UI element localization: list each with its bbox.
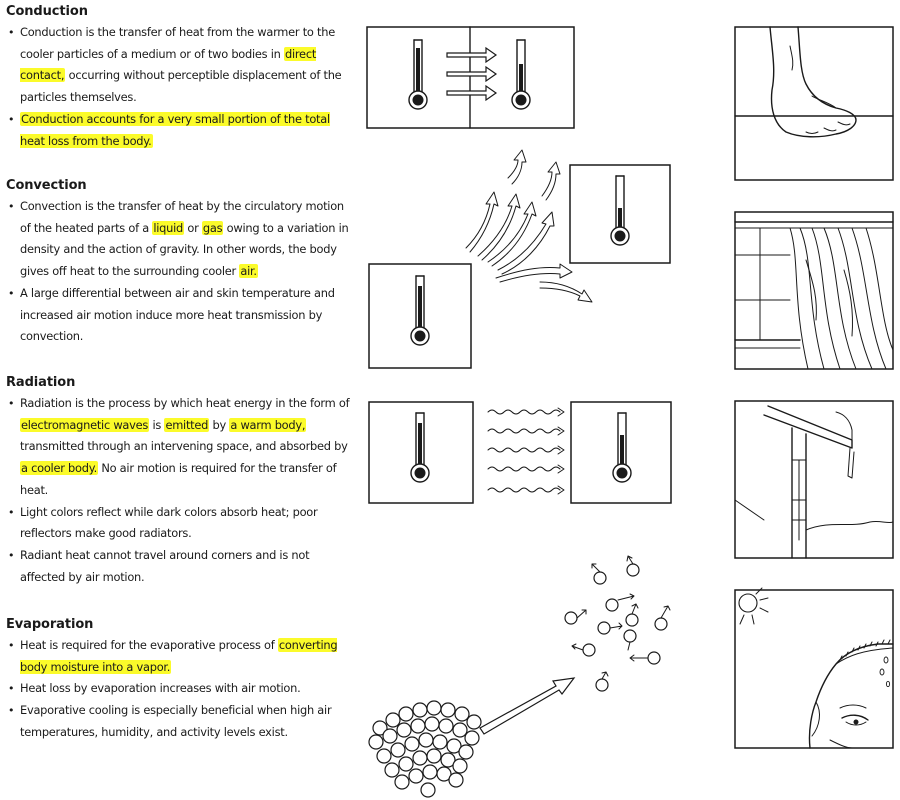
text-span: Heat loss by evaporation increases with air motion.: [20, 681, 301, 696]
highlight-span: electromagnetic waves: [21, 417, 149, 432]
text-span: No air motion is required for the transfer of heat.: [20, 461, 337, 497]
highlight-span: a cooler body.: [21, 461, 97, 476]
text-span: Conduction is the transfer of heat from the warmer to the cooler particles of a medium or of two bodies in: [20, 25, 335, 61]
roof-icicle-wall-icon: [735, 401, 893, 558]
bare-foot-on-floor-icon: [735, 27, 893, 180]
bullet-dot: •: [8, 548, 15, 562]
text-span: transmitted through an intervening space, and absorbed by: [20, 439, 348, 454]
text-span: owing to a variation in density and the action of gravity. In other words, the body gives off heat to the surrounding cooler: [20, 220, 349, 279]
text-span: or: [184, 220, 202, 235]
highlight-span: liquid: [153, 220, 183, 235]
highlight-span: a warm body,: [230, 417, 306, 432]
text-span: Heat is required for the evaporative process of: [20, 638, 278, 652]
convection-heading: Convection: [6, 178, 87, 193]
text-span: Radiation is the process by which heat energy in the form of: [20, 396, 350, 410]
text-span: Light colors reflect while dark colors absorb heat; poor reflectors make good radiators.: [20, 504, 318, 541]
evaporation-molecules-icon: [369, 556, 670, 797]
highlight-span: emitted: [165, 417, 209, 432]
curtain-window-icon: [735, 212, 893, 369]
radiation-heading: Radiation: [6, 375, 76, 390]
text-span: Convection is the transfer of heat by the circulatory motion of the heated parts of a: [20, 199, 344, 235]
convection-thermometers-icon: [369, 150, 670, 368]
text-span: by: [209, 417, 230, 432]
sun-face-sweat-icon: [735, 588, 893, 748]
conduction-thermometers-icon: [367, 27, 574, 128]
text-span: occurring without perceptible displacement of the particles themselves.: [20, 68, 342, 105]
bullet-dot: •: [8, 26, 15, 39]
highlight-span: gas: [202, 220, 223, 235]
conduction-heading: Conduction: [6, 4, 88, 19]
text-span: Radiant heat cannot travel around corners and is not affected by air motion.: [20, 547, 310, 584]
highlight-span: Conduction accounts for a very small portion of the total heat loss from the body.: [20, 111, 330, 148]
bullet-dot: •: [8, 200, 15, 213]
highlight-span: direct contact,: [20, 46, 317, 83]
bullet-dot: •: [8, 112, 15, 126]
evaporation-heading: Evaporation: [6, 617, 94, 632]
bullet-dot: •: [8, 704, 15, 718]
radiation-thermometers-icon: [369, 402, 671, 503]
highlight-span: air.: [240, 264, 257, 279]
text-span: A large differential between air and skin temperature and increased air motion induce more heat transmission by convection.: [20, 285, 335, 344]
highlight-span: converting body moisture into a vapor.: [20, 638, 338, 674]
text-span: is: [149, 417, 165, 432]
bullet-dot: •: [8, 682, 15, 696]
bullet-dot: •: [8, 639, 15, 652]
bullet-dot: •: [8, 397, 15, 410]
bullet-dot: •: [8, 505, 15, 519]
text-span: Evaporative cooling is especially beneficial when high air temperatures, humidity, and activity levels exist.: [20, 703, 332, 739]
bullet-dot: •: [8, 286, 15, 300]
